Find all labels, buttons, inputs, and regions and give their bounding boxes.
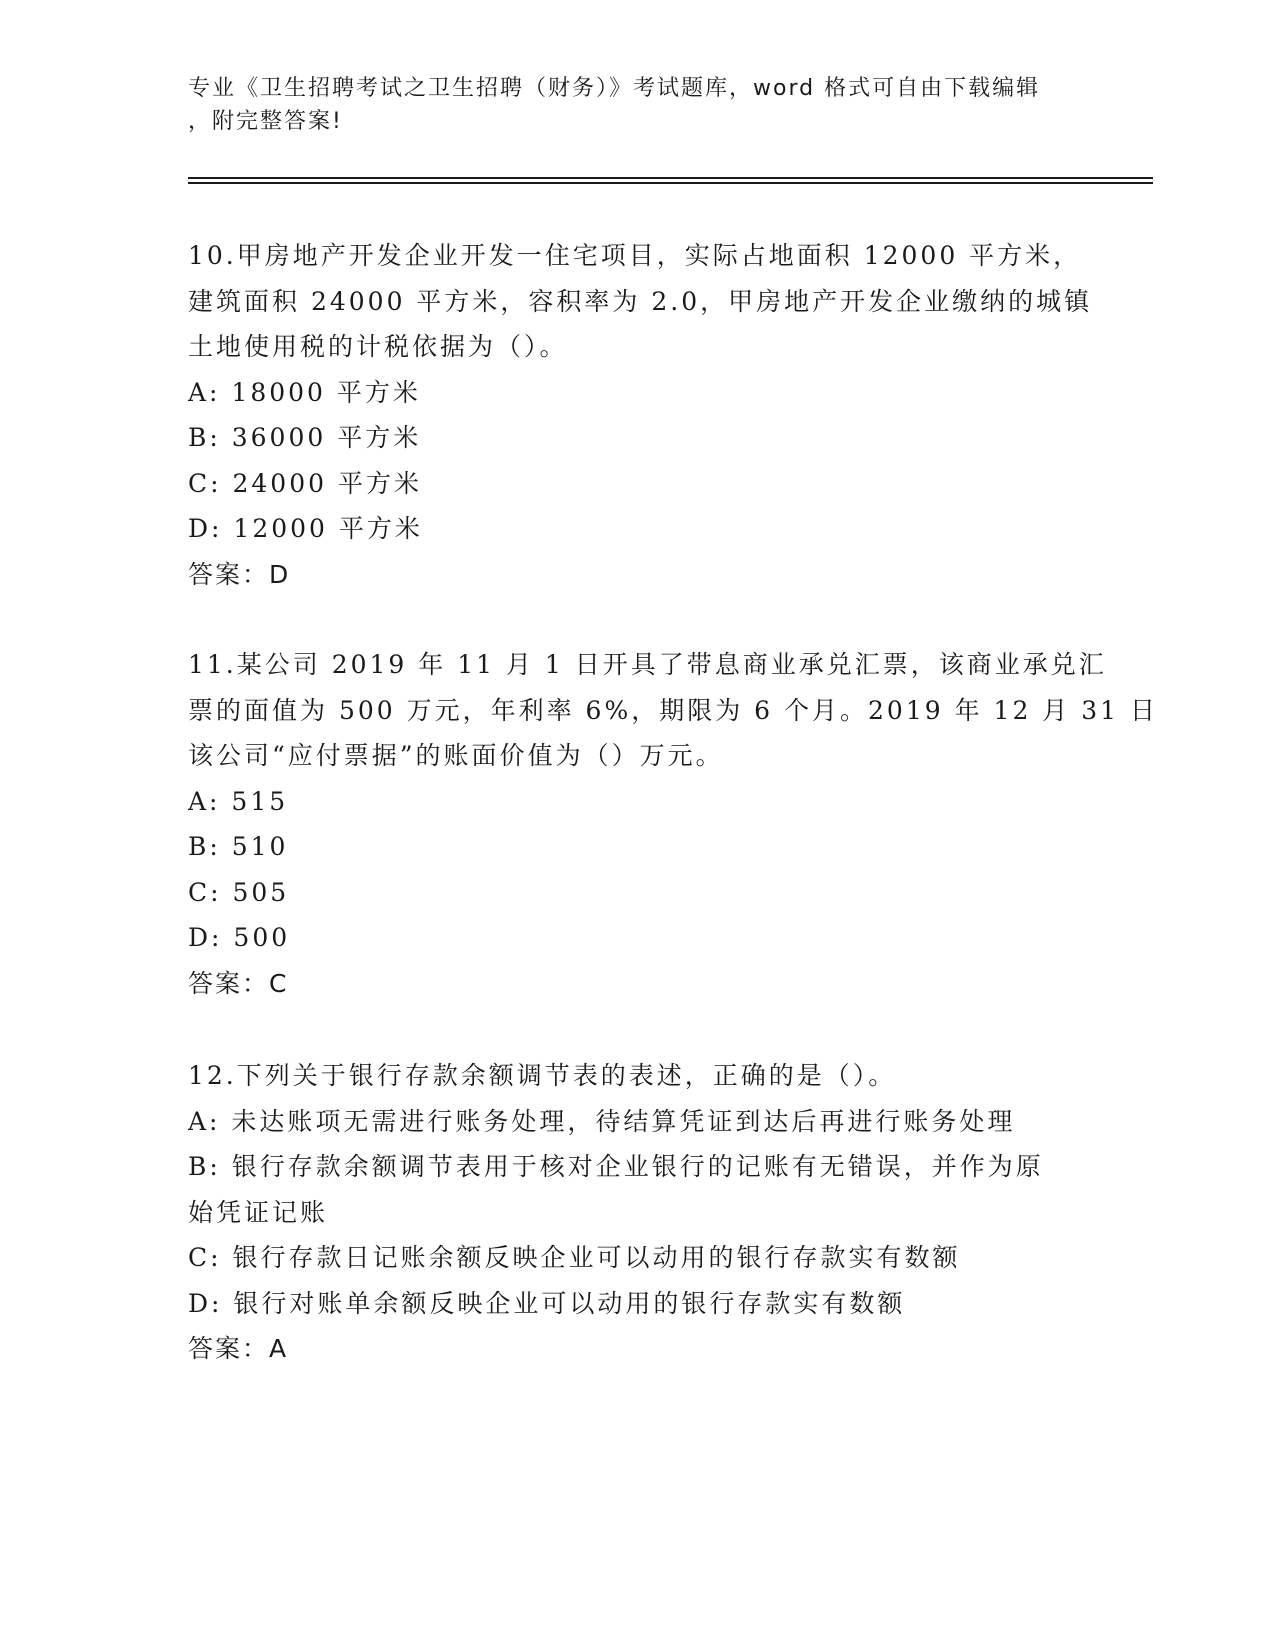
option-b: B: 36000 平方米 bbox=[188, 423, 422, 452]
question-text-line: 12.下列关于银行存款余额调节表的表述，正确的是（）。 bbox=[188, 1061, 897, 1090]
question-text-line: 该公司“应付票据”的账面价值为（）万元。 bbox=[188, 741, 724, 770]
option-b: B: 银行存款余额调节表用于核对企业银行的记账有无错误，并作为原 bbox=[188, 1152, 1044, 1181]
header-line-1: 专业《卫生招聘考试之卫生招聘（财务）》考试题库，word 格式可自由下载编辑 bbox=[188, 76, 1041, 101]
option-b: B: 510 bbox=[188, 832, 289, 861]
option-a: A: 18000 平方米 bbox=[188, 377, 421, 407]
header-divider-bottom bbox=[188, 182, 1153, 184]
question-12 bbox=[188, 1053, 1088, 1372]
option-c: C: 505 bbox=[188, 877, 290, 907]
option-d: D: 银行对账单余额反映企业可以动用的银行存款实有数额 bbox=[188, 1288, 906, 1318]
option-b-continued: 始凭证记账 bbox=[188, 1197, 329, 1227]
question-10 bbox=[188, 233, 1093, 597]
option-a: A: 515 bbox=[188, 786, 289, 816]
header-line-2: ，附完整答案! bbox=[188, 109, 343, 134]
header-divider-top bbox=[188, 177, 1153, 179]
question-text-line: 11.某公司 2019 年 11 月 1 日开具了带息商业承兑汇票，该商业承兑汇 bbox=[188, 650, 1107, 679]
question-text-line: 票的面值为 500 万元，年利率 6%，期限为 6 个月。2019 年 12 月 31 日 bbox=[188, 695, 1158, 725]
question-text-line: 10.甲房地产开发企业开发一住宅项目，实际占地面积 12000 平方米， bbox=[188, 241, 1082, 270]
option-d: D: 12000 平方米 bbox=[188, 514, 423, 543]
option-a: A: 未达账项无需进行账务处理，待结算凭证到达后再进行账务处理 bbox=[188, 1106, 1016, 1136]
document-header bbox=[188, 72, 1068, 138]
answer-label: 答案：C bbox=[188, 968, 289, 998]
question-11 bbox=[188, 642, 1158, 1006]
answer-label: 答案：D bbox=[188, 559, 291, 589]
answer-label: 答案：A bbox=[188, 1334, 289, 1363]
question-text-line: 土地使用税的计税依据为（）。 bbox=[188, 332, 568, 361]
option-c: C: 24000 平方米 bbox=[188, 468, 422, 498]
option-d: D: 500 bbox=[188, 923, 291, 952]
question-text-line: 建筑面积 24000 平方米，容积率为 2.0，甲房地产开发企业缴纳的城镇 bbox=[188, 286, 1093, 316]
option-c: C: 银行存款日记账余额反映企业可以动用的银行存款实有数额 bbox=[188, 1243, 961, 1272]
